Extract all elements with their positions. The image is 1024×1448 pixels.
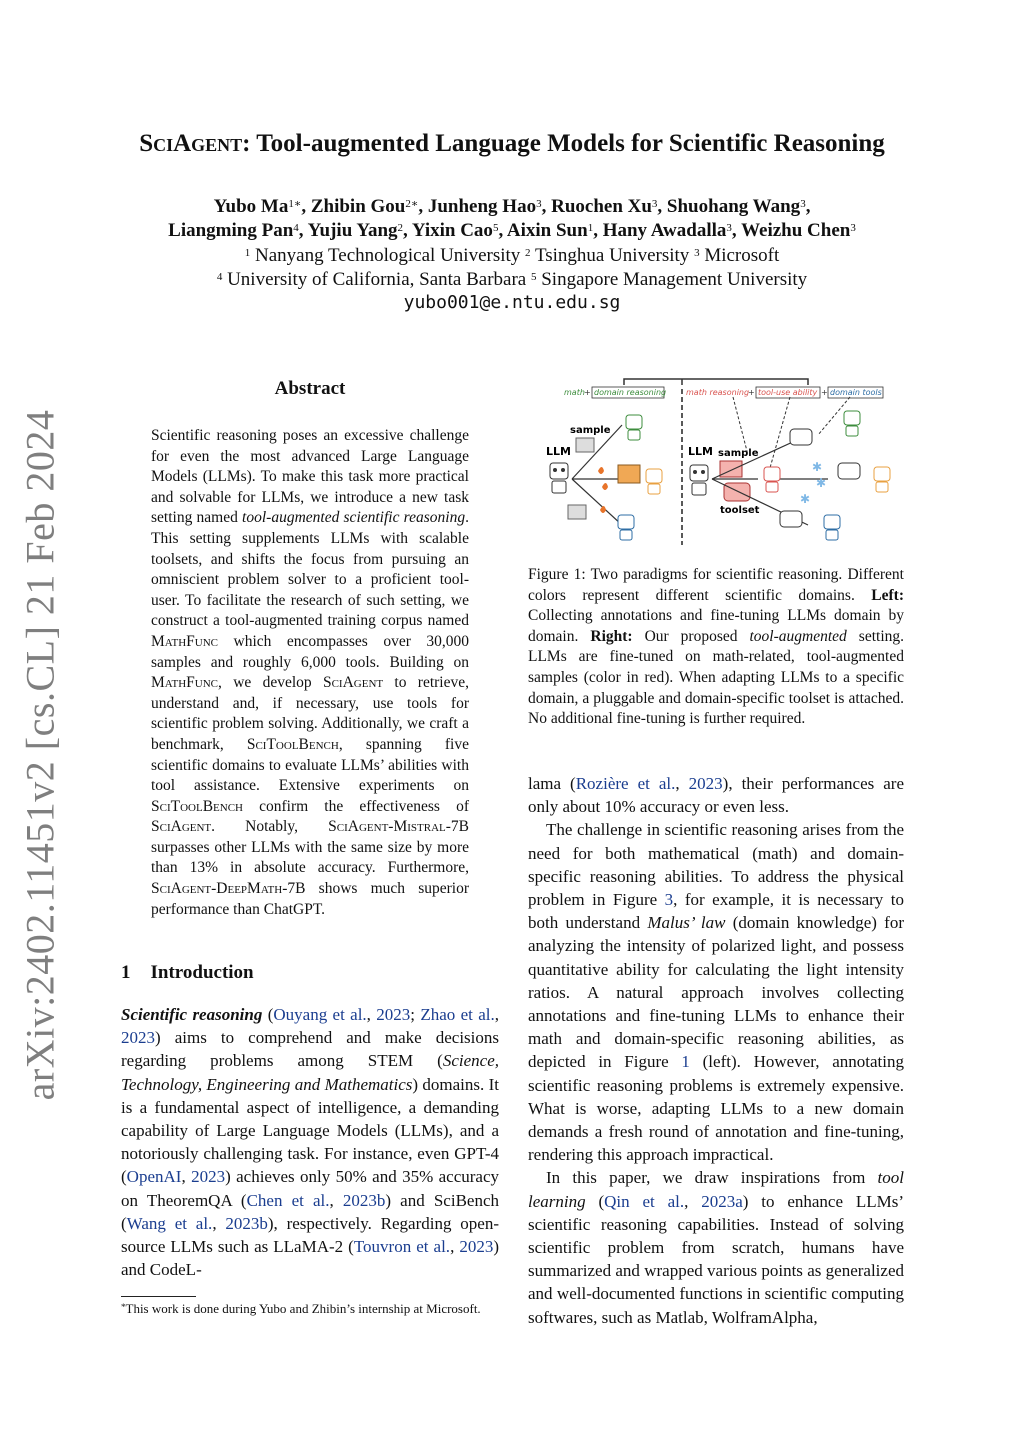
svg-text:✱: ✱ [812,460,823,474]
right-label-domain-tools: domain tools [830,388,882,397]
citation-link[interactable]: Chen et al. [246,1190,330,1210]
author-name: Zhibin Gou [310,196,406,217]
right-label-tool-use: tool-use ability [758,388,818,397]
author-affiliation-mark: 3 [800,198,806,210]
right-sample-label: sample [718,448,759,459]
text-run: In this paper, we draw inspirations from [546,1168,878,1188]
text-run: ), respectively. Regarding open-source LLMs such as LLaMA-2 ( [121,1213,499,1257]
text-run: SciAgent-DeepMath [151,880,283,898]
plus-sign: + [584,388,591,397]
svg-text:✱: ✱ [800,492,811,506]
toolset-drum-icon [724,483,750,501]
text-run: ) and CodeL- [121,1237,500,1280]
author-line-2: Liangming Pan$^4$, Yujiu Yang$^2$, Yixin Cao$^5$, Aixin Sun$^1$, Hany Awadalla$^3$, Weizhu Chen$^3$ [168,220,856,241]
left-label-math: math [564,388,585,397]
introduction-paragraph [121,1003,499,1281]
right-llm-label: LLM [688,445,713,458]
citation-link[interactable]: OpenAI [126,1167,182,1187]
author-affiliation-mark: 1∗ [288,198,302,210]
text-run: ) to enhance LLMs’ scientific reasoning capabilities. Instead of solving scientific problem from scratch, humans have summarized and wrapped various points as generalized and well-documented functions in scientific computing softwares, such as Matlab, WolframAlpha, [528,1191,905,1327]
citation-link[interactable]: 3 [664,890,674,910]
affiliation-name: Microsoft [699,245,780,266]
text-run: ) and SciBench ( [121,1190,499,1233]
citation-link[interactable]: Ouyang et al. [273,1005,367,1024]
text-run: , for example, it is necessary to both understand [528,890,904,933]
text-run: SciAgent [151,818,212,836]
fire-icons [598,467,608,513]
text-run: , spanning five scientific domains to evaluate LLMs’ abilities with tool assistance. Extensive experiments on [151,735,469,795]
text-run: (domain knowledge) for analyzing the intensity of polarized light, and possess quantitative ability for calculating the light intensity ratios. A natural approach involves collecting annotations and fine-tuning LLMs to enhance their math and domain-specific reasoning abilities, as depicted in Figure [528,913,904,1072]
author-name: Yixin Cao [411,220,493,241]
author-affiliation-mark: 3 [536,198,542,210]
toolset-label: toolset [720,505,760,516]
text-run: ), their performances are only about 10% accuracy or even less. [528,774,905,817]
text-run: , [329,1190,343,1210]
footnote-rule [121,1296,196,1297]
text-run: Collecting annotations and fine-tuning LLMs domain by domain. [528,607,904,645]
text-run: tool-augmented [749,627,847,645]
text-run: Science, Technology, Engineering and Mathematics [121,1051,499,1094]
author-name: Shuohang Wang [666,196,801,217]
footnote-mark: * [121,1302,126,1312]
affiliation-mark: 5 [530,271,537,283]
text-run: , [366,1005,377,1024]
citation-link[interactable]: 2023 [121,1028,155,1048]
author-name: Weizhu Chen [741,220,851,241]
author-affiliation-mark: 3 [850,222,856,234]
author-name: Junheng Hao [427,196,537,217]
text-run: tool learning [528,1168,904,1211]
citation-link[interactable]: Rozière et al. [575,774,676,793]
abstract-body [151,426,469,920]
text-run: . Notably, [211,818,329,836]
author-line-1: Yubo $Ma^{1∗}$, Zhibin Gou$^{2∗}$, Junheng Hao$^3$, Ruochen Xu$^3$, Shuohang Wang$^3$, [213,196,811,217]
abstract-heading: Abstract [274,378,346,399]
affiliation-mark: 1 [244,247,251,259]
text-run: lama ( [528,774,576,793]
affiliation-line-1 [0,244,1024,268]
right-llm-robot-icon [690,465,708,495]
text-run: -7B surpasses other LLMs with the same size by more than 13% in absolute accuracy. Furthermore, [151,818,469,877]
plus-sign: + [821,388,828,397]
text-run: SciAgent [322,674,384,692]
affiliation-name: University of California, Santa Barbara [222,269,527,290]
citation-link[interactable]: 2023 [191,1167,226,1187]
citation-link[interactable]: 2023b [342,1190,386,1210]
text-run: , we develop [218,674,323,692]
citation-link[interactable]: Touvron et al. [353,1237,451,1257]
text-run: Our proposed [632,627,750,645]
text-run: , [181,1167,192,1187]
text-run: SciToolBench [246,735,339,753]
snowflake-icons [800,460,826,506]
author-affiliation-mark: 2∗ [405,198,419,210]
author-affiliation-mark: 2 [397,222,404,234]
text-run: Right: [590,627,633,645]
author-affiliation-mark: 5 [492,222,499,234]
text-run: ( [262,1005,274,1024]
text-run: SciAgent-Mistral [328,818,446,836]
author-list [0,195,1024,243]
affiliation-name: Tsinghua University [530,245,690,266]
text-run: ) aims to comprehend and make decisions regarding problems among STEM ( [121,1028,499,1071]
paper-title [0,130,1024,158]
text-run: confirm the effectiveness of [242,797,469,815]
right-column-body [528,772,904,1329]
left-llm-robot-icon [550,463,568,493]
text-run: MathFunc [151,674,219,692]
text-run: Malus’ law [647,913,726,933]
text-run: MathFunc [151,632,219,650]
text-run: SciToolBench [151,797,243,815]
text-run: , [675,774,689,793]
author-name: Hany Awadalla [602,220,727,241]
footnote-text: This work is done during Yubo and Zhibin’s internship at Microsoft. [125,1301,481,1316]
title-rest: : Tool-augmented Language Models for Scientific Reasoning [242,130,885,157]
citation-link[interactable]: Qin et al. [604,1191,685,1211]
affiliation-line-2 [0,268,1024,292]
author-affiliation-mark: 3 [726,222,732,234]
citation-link[interactable]: 2023 [688,774,723,793]
text-run: , [450,1237,460,1257]
citation-link[interactable]: 2023 [459,1237,494,1257]
red-sample-icon [720,461,742,477]
figure-1-diagram [528,375,904,550]
affiliation-mark: 4 [216,271,223,283]
svg-text:✱: ✱ [816,476,827,490]
citation-link[interactable]: 1 [681,1052,690,1072]
author-affiliation-mark: 4 [293,222,299,234]
plus-sign: + [748,388,755,397]
affiliation-mark: 3 [694,247,700,259]
text-run: Scientific reasoning poses an excessive challenge for even the most advanced Large Language Models (LLMs). To make this task more practical and solvable for LLMs, we introduce a new task setting named [151,427,469,527]
text-run: , [684,1191,702,1211]
affiliation-name: Singapore Management University [536,269,808,290]
citation-link[interactable]: 2023b [225,1213,268,1233]
text-run: (left). However, annotating scientific reasoning problems is extremely expensive. What is worse, adapting LLMs to a new domain demands a fresh round of annotation and fine-tuning, rendering this approach impractical. [528,1052,904,1165]
left-sample-label: sample [570,425,611,436]
text-run: ) domains. It is a fundamental aspect of intelligence, a demanding capability of Large Language Models (LLMs), and a notoriously challenging task. For instance, even GPT-4 ( [121,1074,499,1187]
text-run: tool-augmented scientific reasoning [242,509,466,527]
arxiv-id-text: arXiv:2402.11451v2 [cs.CL] 21 Feb 2024 [17,409,63,1101]
right-paragraph-2 [528,818,904,1166]
footnote [121,1300,499,1317]
citation-link[interactable]: 2023 [376,1005,411,1024]
text-run: Figure 1: Two paradigms for scientific reasoning. Different colors represent different scientific domains. [528,566,904,604]
author-name: Liangming Pan [168,220,294,241]
arxiv-sidebar-id [12,409,68,1101]
text-run: which encompasses over 30,000 samples and roughly 6,000 tools. Building on [151,632,469,671]
left-label-domain-reasoning: domain reasoning [594,388,667,397]
text-run: Left: [871,586,904,604]
citation-link[interactable]: Zhao et al. [420,1005,495,1024]
affiliations [0,244,1024,292]
text-run: ; [410,1005,421,1024]
text-run: . This setting supplements LLMs with scalable toolsets, and shifts the focus from pursuing an omniscient problem solver to a proficient tool-user. To facilitate the research of such setting, we construct a tool-augmented training corpus named [151,509,469,630]
text-run: The challenge in scientific reasoning arises from the need for both mathematical (math) and domain-specific reasoning abilities. To address the physical problem in Figure [528,820,904,910]
section-number: 1 [121,962,131,983]
author-name: Yujiu Yang [307,220,398,241]
text-run: Scientific reasoning [121,1005,263,1024]
left-llm-label: LLM [546,445,571,458]
right-paragraph-1 [528,772,904,818]
right-label-math-reasoning: math reasoning [686,388,750,397]
citation-link[interactable]: 2023a [701,1191,743,1211]
author-name: Ruochen Xu [551,196,652,217]
affiliation-name: Nanyang Technological University [250,245,521,266]
figure-1-caption [528,565,904,730]
author-affiliation-mark: 1 [587,222,594,234]
contact-email[interactable]: yubo001@e.ntu.edu.sg [403,292,621,313]
text-run: , [212,1213,226,1233]
section-heading-introduction [121,962,254,984]
text-run: ( [585,1191,605,1211]
text-run: ) achieves only 50% and 35% accuracy on TheoremQA ( [121,1167,500,1210]
title-system-name: SciAgent [139,130,243,157]
author-affiliation-mark: 3 [651,198,658,210]
author-name: Aixin Sun [506,220,588,241]
citation-link[interactable]: Wang et al. [126,1213,213,1233]
author-name: Yubo Ma [213,196,289,217]
text-run: setting. LLMs are fine-tuned on math-related, tool-augmented samples (color in red). When adapting LLMs to a specific domain, a pluggable and domain-specific toolset is attached. No additional fine-tuning is further required. [528,627,904,728]
section-title: Introduction [150,962,254,983]
affiliation-mark: 2 [525,247,531,259]
text-run: -7B shows much superior performance than ChatGPT. [151,880,469,918]
text-run: , [494,1005,499,1024]
top-bracket [624,379,808,385]
text-run: to retrieve, understand and, if necessary, use tools for scientific problem solving. Additionally, we craft a benchmark, [151,674,469,753]
right-paragraph-3 [528,1166,904,1328]
